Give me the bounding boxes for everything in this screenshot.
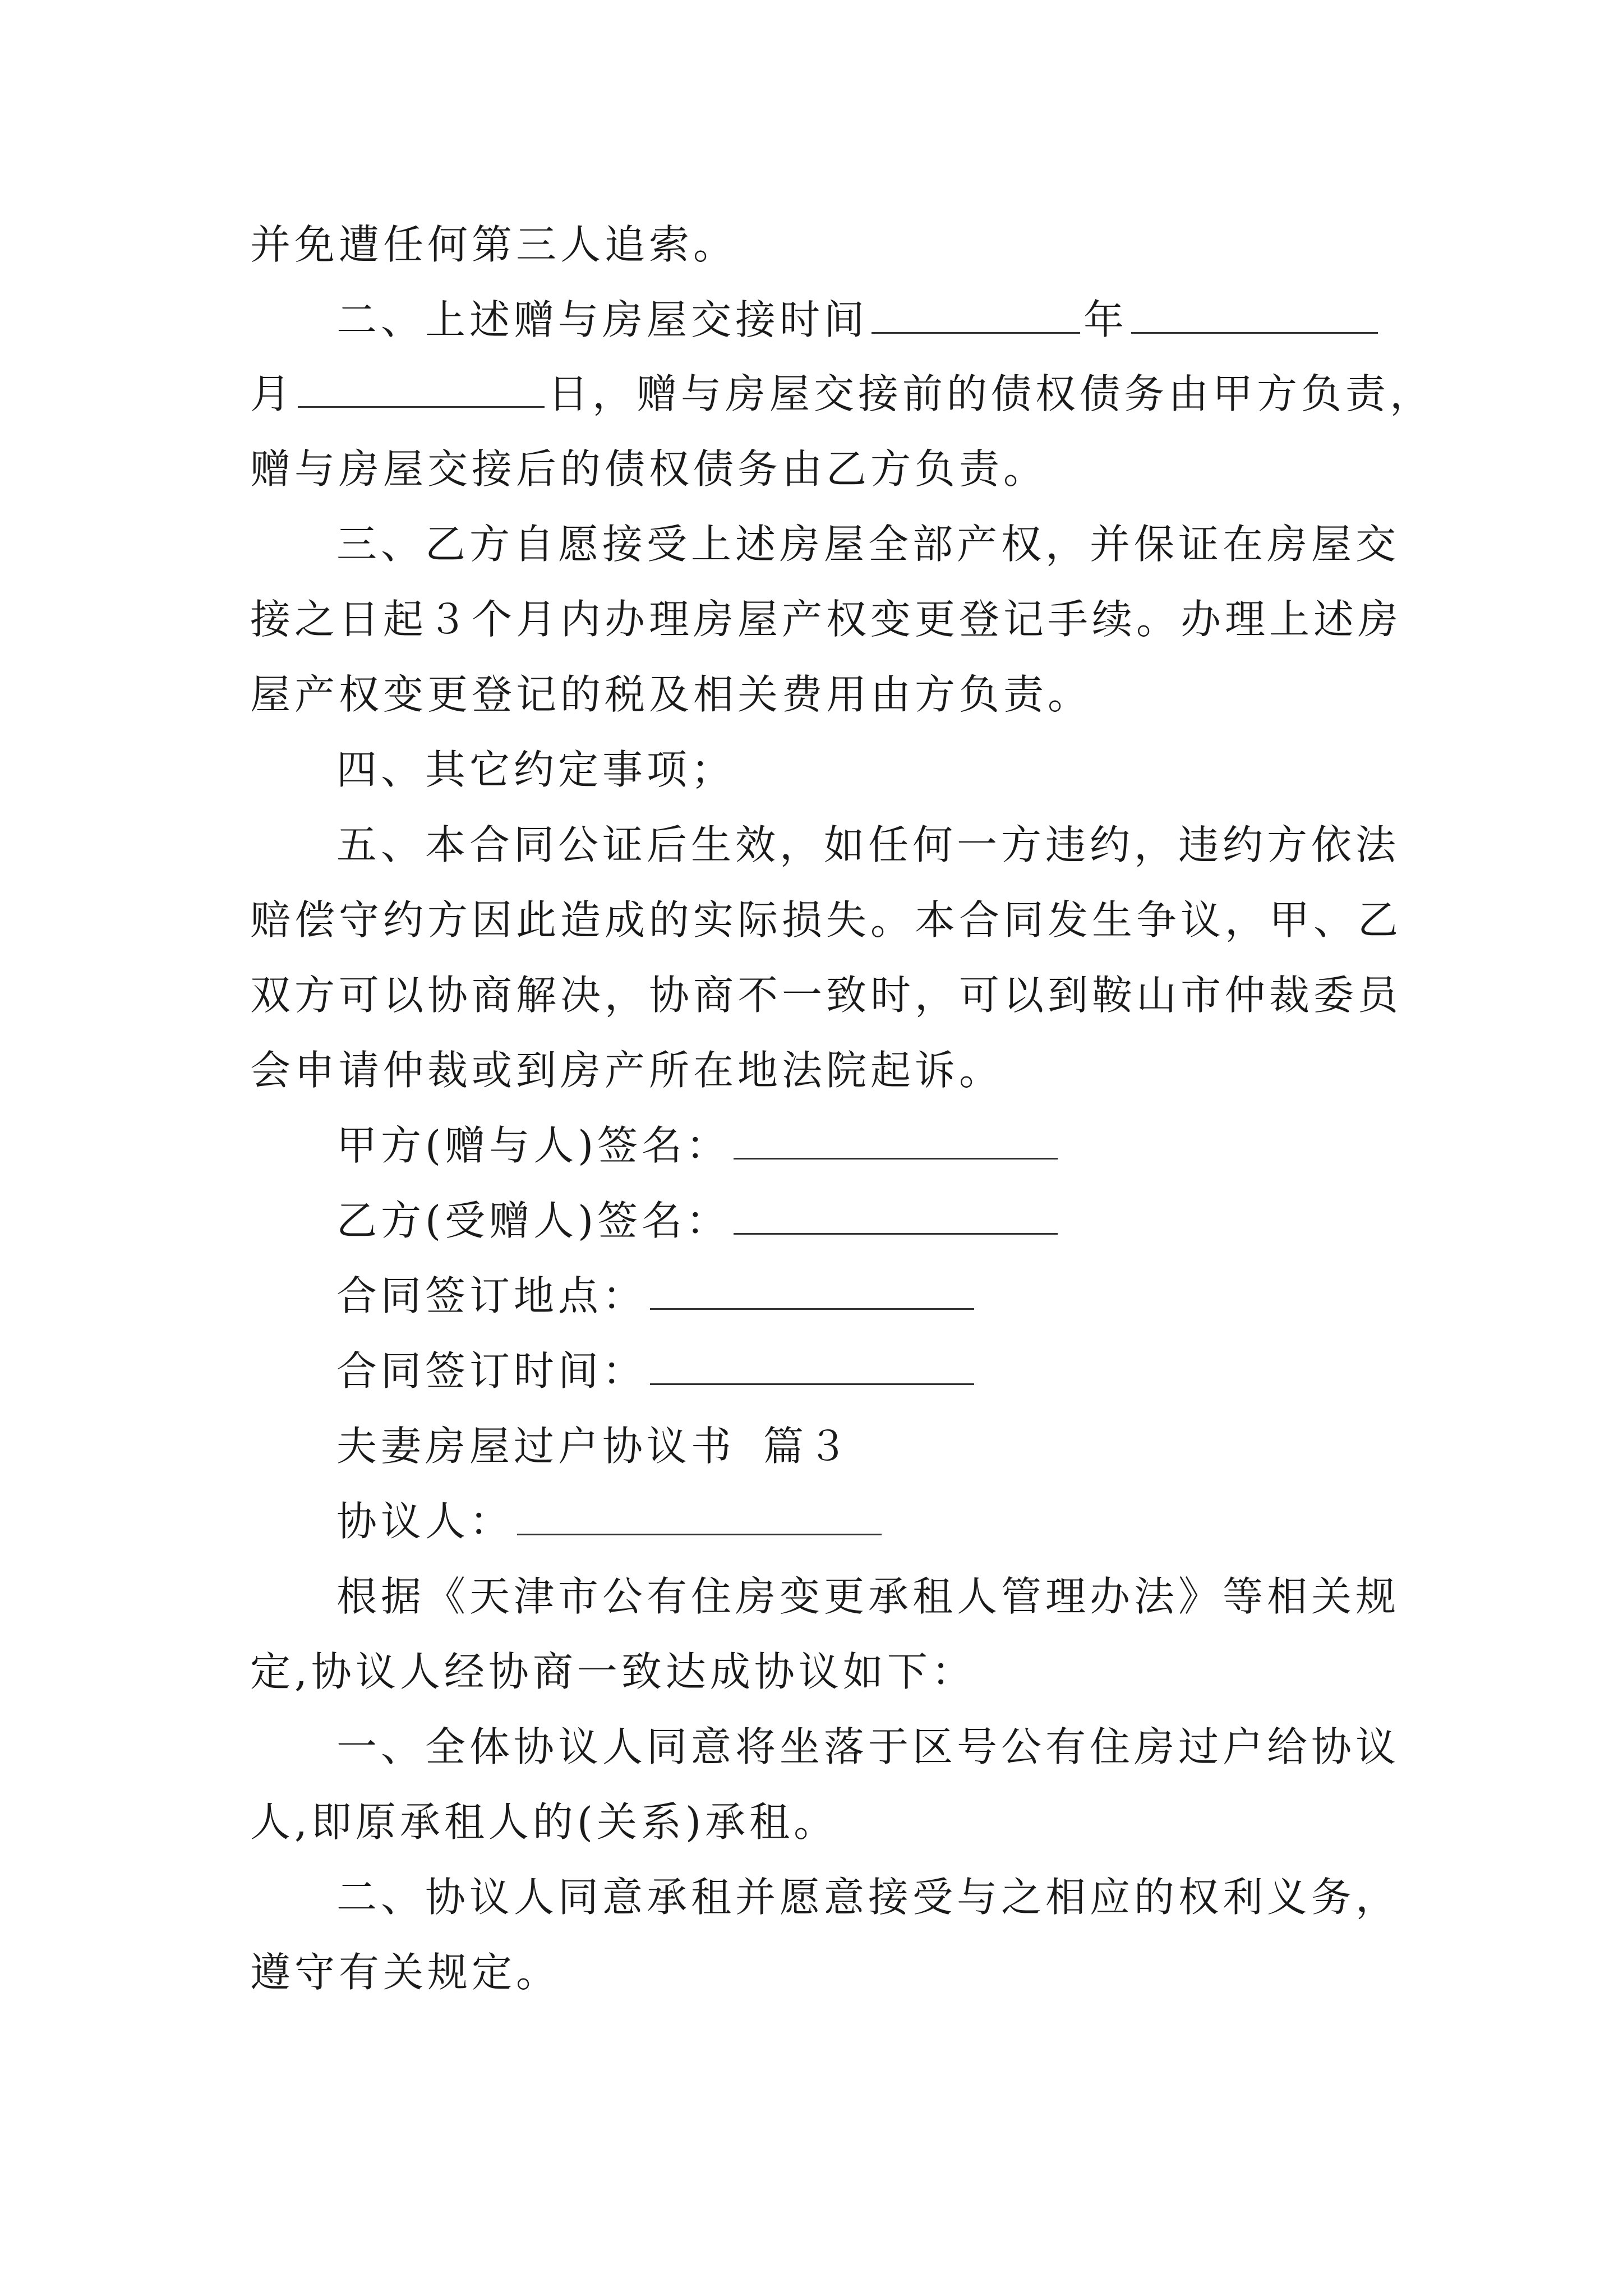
document-page (250, 0, 1435, 2296)
paragraph-line (250, 1037, 1003, 1104)
party-line (336, 1488, 885, 1555)
paragraph-line (250, 435, 1048, 503)
section-title (336, 1412, 852, 1480)
agreement-clause-2 (336, 1864, 1400, 1931)
clause-3-line (336, 510, 1400, 578)
line-text: 屋产权变更登记的税及相关费用由方负责。 (250, 671, 1092, 718)
line-text: 赔偿守约方因此造成的实际损失。本合同发生争议，甲、乙 (250, 896, 1403, 944)
clause-4-line (336, 736, 735, 803)
donee-signature-line (336, 1187, 1061, 1254)
line-text: 日，赠与房屋交接前的债权债务由甲方负责， (548, 370, 1435, 417)
line-text: 二、上述赠与房屋交接时间 (336, 296, 869, 343)
line-text: 一、全体协议人同意将坐落于区号公有住房过户给协议 (336, 1723, 1400, 1770)
party-blank (517, 1497, 882, 1535)
signing-place-line (336, 1262, 978, 1329)
preamble-line (336, 1563, 1400, 1630)
section-title-text: 夫妻房屋过户协议书 (336, 1423, 736, 1470)
line-text: 并免遭任何第三人追索。 (250, 221, 738, 268)
donee-signature-blank (734, 1196, 1058, 1235)
line-text: 五、本合同公证后生效，如任何一方违约，违约方依法 (336, 821, 1400, 868)
paragraph-line (250, 586, 1402, 653)
line-text: 人,即原承租人的(关系)承租。 (250, 1798, 838, 1846)
donor-signature-blank (734, 1121, 1058, 1159)
line-text: 二、协议人同意承租并愿意接受与之相应的权利义务， (336, 1874, 1400, 1921)
year-blank (872, 295, 1080, 334)
year-label: 年 (1083, 296, 1128, 343)
paragraph-line (250, 961, 1402, 1029)
signing-place-blank (650, 1271, 974, 1310)
line-text: 接之日起３个月内办理房屋产权变更登记手续。办理上述房 (250, 596, 1403, 643)
paragraph-line (250, 1939, 560, 2006)
field-label: 合同签订地点： (336, 1272, 647, 1319)
line-text: 赠与房屋交接后的债权债务由乙方负责。 (250, 445, 1048, 493)
signature-label: 乙方(受赠人)签名： (336, 1197, 731, 1244)
paragraph-line (250, 886, 1402, 954)
paragraph-line (250, 661, 1092, 728)
line-text: 四、其它约定事项； (336, 746, 736, 793)
agreement-clause-1 (336, 1713, 1400, 1780)
clause-2-line (336, 286, 1381, 353)
paragraph-line (250, 360, 1434, 427)
paragraph-line (250, 1638, 976, 1705)
section-number: 篇３ (763, 1423, 852, 1470)
donor-signature-line (336, 1112, 1061, 1179)
day-blank (298, 369, 545, 408)
signature-label: 甲方(赠与人)签名： (336, 1122, 731, 1169)
field-label: 合同签订时间： (336, 1347, 647, 1395)
clause-5-line (336, 811, 1400, 878)
paragraph-line (250, 1788, 838, 1856)
month-label: 月 (250, 370, 295, 417)
line-text: 会申请仲裁或到房产所在地法院起诉。 (250, 1047, 1004, 1094)
line-text: 双方可以协商解决，协商不一致时，可以到鞍山市仲裁委员 (250, 972, 1403, 1019)
month-blank (1131, 295, 1378, 334)
line-text: 三、乙方自愿接受上述房屋全部产权，并保证在房屋交 (336, 521, 1400, 568)
field-label: 协议人： (336, 1498, 514, 1545)
signing-time-blank (650, 1346, 974, 1385)
paragraph-line (250, 211, 737, 278)
line-text: 定,协议人经协商一致达成协议如下： (250, 1648, 976, 1695)
line-text: 遵守有关规定。 (250, 1949, 561, 1996)
signing-time-line (336, 1337, 978, 1405)
line-text: 根据《天津市公有住房变更承租人管理办法》等相关规 (336, 1573, 1400, 1620)
